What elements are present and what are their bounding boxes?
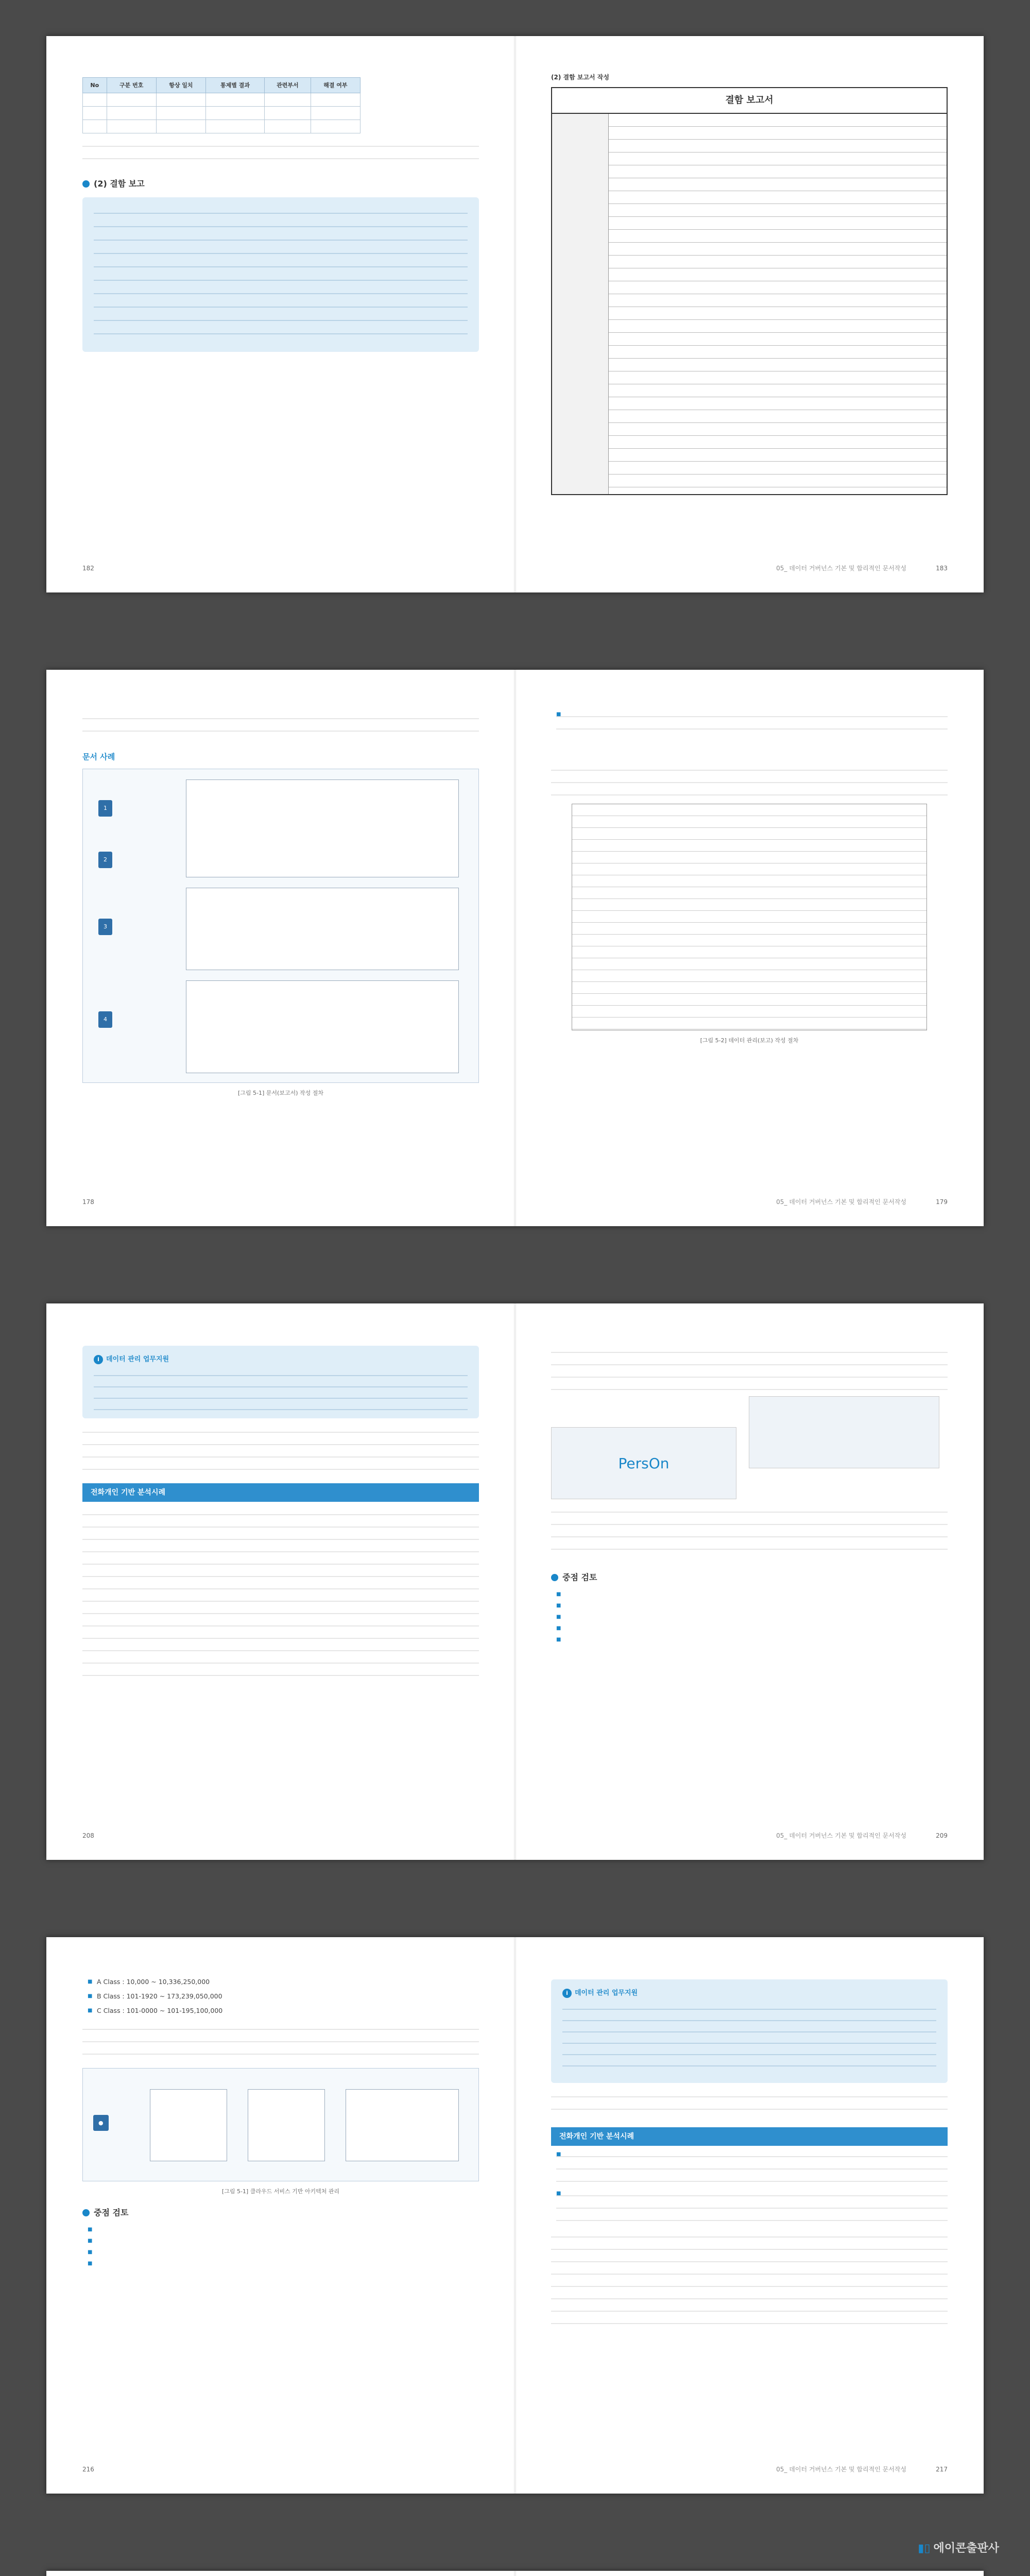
diagram-step: 2 xyxy=(98,852,112,868)
table-row xyxy=(83,107,360,120)
bullet-item xyxy=(88,2247,479,2255)
diagram-panel xyxy=(248,2089,325,2161)
table-header: 관련부서 xyxy=(265,78,311,93)
body-text xyxy=(551,762,948,799)
bullet-item xyxy=(556,1634,948,1642)
diagram-panel xyxy=(186,779,459,877)
section-heading: 중점 검토 xyxy=(82,2206,479,2220)
diagram-node: ● xyxy=(93,2115,109,2131)
section-marker-icon xyxy=(551,1574,558,1581)
section-heading: 중점 검토 xyxy=(551,1570,948,1585)
table-header: 항상 일치 xyxy=(156,78,205,93)
sample-box xyxy=(82,197,479,352)
info-icon: i xyxy=(562,1989,572,1998)
bullet-item xyxy=(88,2224,479,2232)
info-box: i 데이터 관리 업무지원 xyxy=(551,1979,948,2083)
screenshot-image xyxy=(749,1396,939,1468)
section-band: 전화개인 기반 분석시례 xyxy=(82,1483,479,1502)
info-box-text xyxy=(94,1369,468,1410)
body-text xyxy=(551,2229,948,2332)
page-number: 182 xyxy=(82,565,94,572)
page-216 xyxy=(46,1937,515,2494)
page-387 xyxy=(515,2571,984,2576)
diagram-panel xyxy=(186,888,459,970)
book-spread-4 xyxy=(46,1937,984,2494)
form-label-column xyxy=(552,114,609,494)
table-header: 구분 번호 xyxy=(107,78,156,93)
bullet-item xyxy=(556,709,948,739)
book-spread-5 xyxy=(46,2571,984,2576)
section-heading: (2) 결함 보고 xyxy=(82,177,479,191)
bullet-item xyxy=(556,2188,948,2224)
form-figure xyxy=(572,804,927,1030)
body-text xyxy=(551,1345,948,1391)
publisher-mark-icon: ▮▯ xyxy=(918,2542,931,2555)
body-text xyxy=(551,2089,948,2120)
diagram-panel xyxy=(186,980,459,1073)
process-diagram xyxy=(82,769,479,1083)
page-179 xyxy=(515,670,984,1226)
sample-box-text xyxy=(94,206,468,345)
section-band: 전화개인 기반 분석시례 xyxy=(551,2127,948,2146)
body-text xyxy=(82,1507,479,1682)
architecture-diagram xyxy=(82,2068,479,2181)
page-number: 216 xyxy=(82,2466,94,2473)
section-heading: 문서 사례 xyxy=(82,752,115,761)
page-183 xyxy=(515,36,984,592)
bullet-item xyxy=(556,1589,948,1597)
diagram-step: 1 xyxy=(98,800,112,816)
list-item: ■ B Class : 101-1920 ~ 173,239,050,000 xyxy=(88,1991,479,2002)
section-marker-icon xyxy=(82,180,90,188)
top-table xyxy=(82,77,360,133)
diagram-panel xyxy=(150,2089,227,2161)
page-208 xyxy=(46,1303,515,1860)
page-number: 208 xyxy=(82,1832,94,1839)
running-head: 05_ 데이터 거버넌스 기본 및 합리적인 문서작성 xyxy=(776,1198,906,1206)
body-text xyxy=(82,2022,479,2063)
info-icon: i xyxy=(94,1355,103,1364)
body-text xyxy=(82,711,479,742)
running-head: 05_ 데이터 거버넌스 기본 및 합리적인 문서작성 xyxy=(776,1832,906,1839)
report-form-title: 결함 보고서 xyxy=(551,87,948,114)
publisher-logo: ▮▯ 에이콘출판사 xyxy=(918,2542,999,2555)
figure-caption: [그림 5-2] 데이터 관리(보고) 작성 절차 xyxy=(700,1037,799,1044)
page-number: 217 xyxy=(936,2466,948,2473)
table-row xyxy=(83,120,360,133)
diagram-panel xyxy=(346,2089,459,2161)
bullet-item xyxy=(556,1612,948,1620)
running-head: 05_ 데이터 거버넌스 기본 및 합리적인 문서작성 xyxy=(776,2466,906,2473)
page-178 xyxy=(46,670,515,1226)
page-number: 178 xyxy=(82,1198,94,1206)
table-header: No xyxy=(83,78,107,93)
body-text xyxy=(82,139,479,167)
running-head: 05_ 데이터 거버넌스 기본 및 합리적인 문서작성 xyxy=(776,565,906,572)
page-number: 179 xyxy=(936,1198,948,1206)
section-heading xyxy=(551,747,948,757)
table-header: 해결 여부 xyxy=(311,78,360,93)
page-386 xyxy=(46,2571,515,2576)
page-217 xyxy=(515,1937,984,2494)
bullet-item xyxy=(556,1623,948,1631)
page-182 xyxy=(46,36,515,592)
person-logo: PersOn xyxy=(551,1427,736,1499)
page-209 xyxy=(515,1303,984,1860)
book-spread-1 xyxy=(46,36,984,592)
table-row xyxy=(83,93,360,107)
body-text xyxy=(551,1504,948,1561)
bullet-item xyxy=(88,2258,479,2266)
book-spread-2 xyxy=(46,670,984,1226)
page-number: 209 xyxy=(936,1832,948,1839)
table-header: 통제별 결과 xyxy=(205,78,264,93)
list-item: ■ A Class : 10,000 ~ 10,336,250,000 xyxy=(88,1976,479,1988)
body-text xyxy=(82,1425,479,1476)
info-box: i 데이터 관리 업무지원 xyxy=(82,1346,479,1418)
bullet-item xyxy=(556,2149,948,2185)
info-box-text xyxy=(562,2003,936,2075)
page-number: 183 xyxy=(936,565,948,572)
bullet-item xyxy=(556,1600,948,1608)
figure-caption: [그림 5-1] 문서(보고서) 작성 절차 xyxy=(237,1090,323,1097)
book-spread-3 xyxy=(46,1303,984,1860)
form-section-label: (2) 결함 보고서 작성 xyxy=(551,74,609,81)
section-marker-icon xyxy=(82,2209,90,2216)
logo-figure xyxy=(551,1396,948,1499)
diagram-step: 3 xyxy=(98,919,112,935)
figure-caption: [그림 5-1] 클라우드 서비스 기반 아키텍처 관리 xyxy=(221,2188,340,2195)
diagram-step: 4 xyxy=(98,1011,112,1027)
report-form-grid xyxy=(551,114,948,495)
bullet-item xyxy=(88,2235,479,2244)
list-item: ■ C Class : 101-0000 ~ 101-195,100,000 xyxy=(88,2005,479,2016)
